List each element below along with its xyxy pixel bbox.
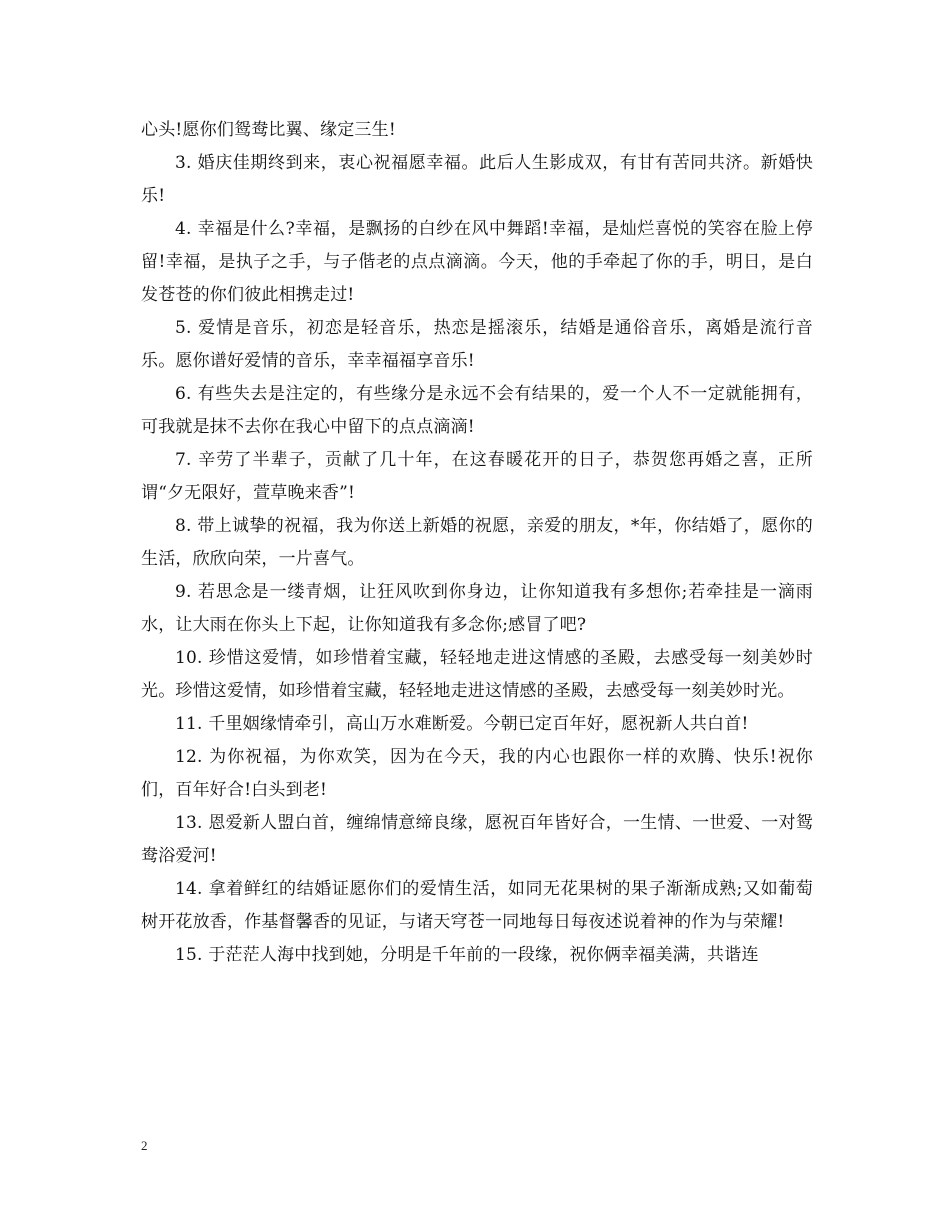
paragraph: 14. 拿着鲜红的结婚证愿你们的爱情生活，如同无花果树的果子渐渐成熟;又如葡萄树开花放香，作基督馨香的见证，与诸天穹苍一同地每日每夜述说着神的作为与荣耀!	[141, 879, 813, 932]
paragraph: 6. 有些失去是注定的，有些缘分是永远不会有结果的，爱一个人不一定就能拥有，可我就是抹不去你在我心中留下的点点滴滴!	[141, 384, 813, 437]
page-number: 2	[141, 1138, 148, 1153]
paragraph: 心头!愿你们鸳鸯比翼、缘定三生!	[141, 120, 396, 140]
paragraph: 11. 千里姻缘情牵引，高山万水难断爱。今朝已定百年好，愿祝新人共白首!	[175, 714, 749, 734]
paragraph: 9. 若思念是一缕青烟，让狂风吹到你身边，让你知道我有多想你;若牵挂是一滴雨水，让大雨在你头上下起，让你知道我有多念你;感冒了吧?	[141, 582, 813, 635]
paragraph: 4. 幸福是什么?幸福，是飘扬的白纱在风中舞蹈!幸福，是灿烂喜悦的笑容在脸上停留!幸福，是执子之手，与子偕老的点点滴滴。今天，他的手牵起了你的手，明日，是白发苍苍的你们彼此相携走过!	[141, 219, 813, 305]
paragraph: 10. 珍惜这爱情，如珍惜着宝藏，轻轻地走进这情感的圣殿，去感受每一刻美妙时光。珍惜这爱情，如珍惜着宝藏，轻轻地走进这情感的圣殿，去感受每一刻美妙时光。	[141, 648, 813, 701]
paragraph: 12. 为你祝福，为你欢笑，因为在今天，我的内心也跟你一样的欢腾、快乐!祝你们，百年好合!白头到老!	[141, 747, 813, 800]
paragraph: 8. 带上诚挚的祝福，我为你送上新婚的祝愿，亲爱的朋友，*年，你结婚了，愿你的生活，欣欣向荣，一片喜气。	[141, 516, 813, 569]
paragraph: 3. 婚庆佳期终到来，衷心祝福愿幸福。此后人生影成双，有甘有苦同共济。新婚快乐!	[141, 153, 813, 206]
document-body	[141, 114, 813, 972]
paragraph: 7. 辛劳了半辈子，贡献了几十年，在这春暖花开的日子，恭贺您再婚之喜，正所谓“夕无限好，萱草晚来香”!	[141, 450, 813, 503]
paragraph: 13. 恩爱新人盟白首，缠绵情意缔良缘，愿祝百年皆好合，一生情、一世爱、一对鸳鸯浴爱河!	[141, 813, 813, 866]
paragraph: 15. 于茫茫人海中找到她，分明是千年前的一段缘，祝你俩幸福美满，共谐连	[175, 945, 759, 965]
paragraph: 5. 爱情是音乐，初恋是轻音乐，热恋是摇滚乐，结婚是通俗音乐，离婚是流行音乐。愿你谱好爱情的音乐，幸幸福福享音乐!	[141, 318, 813, 371]
